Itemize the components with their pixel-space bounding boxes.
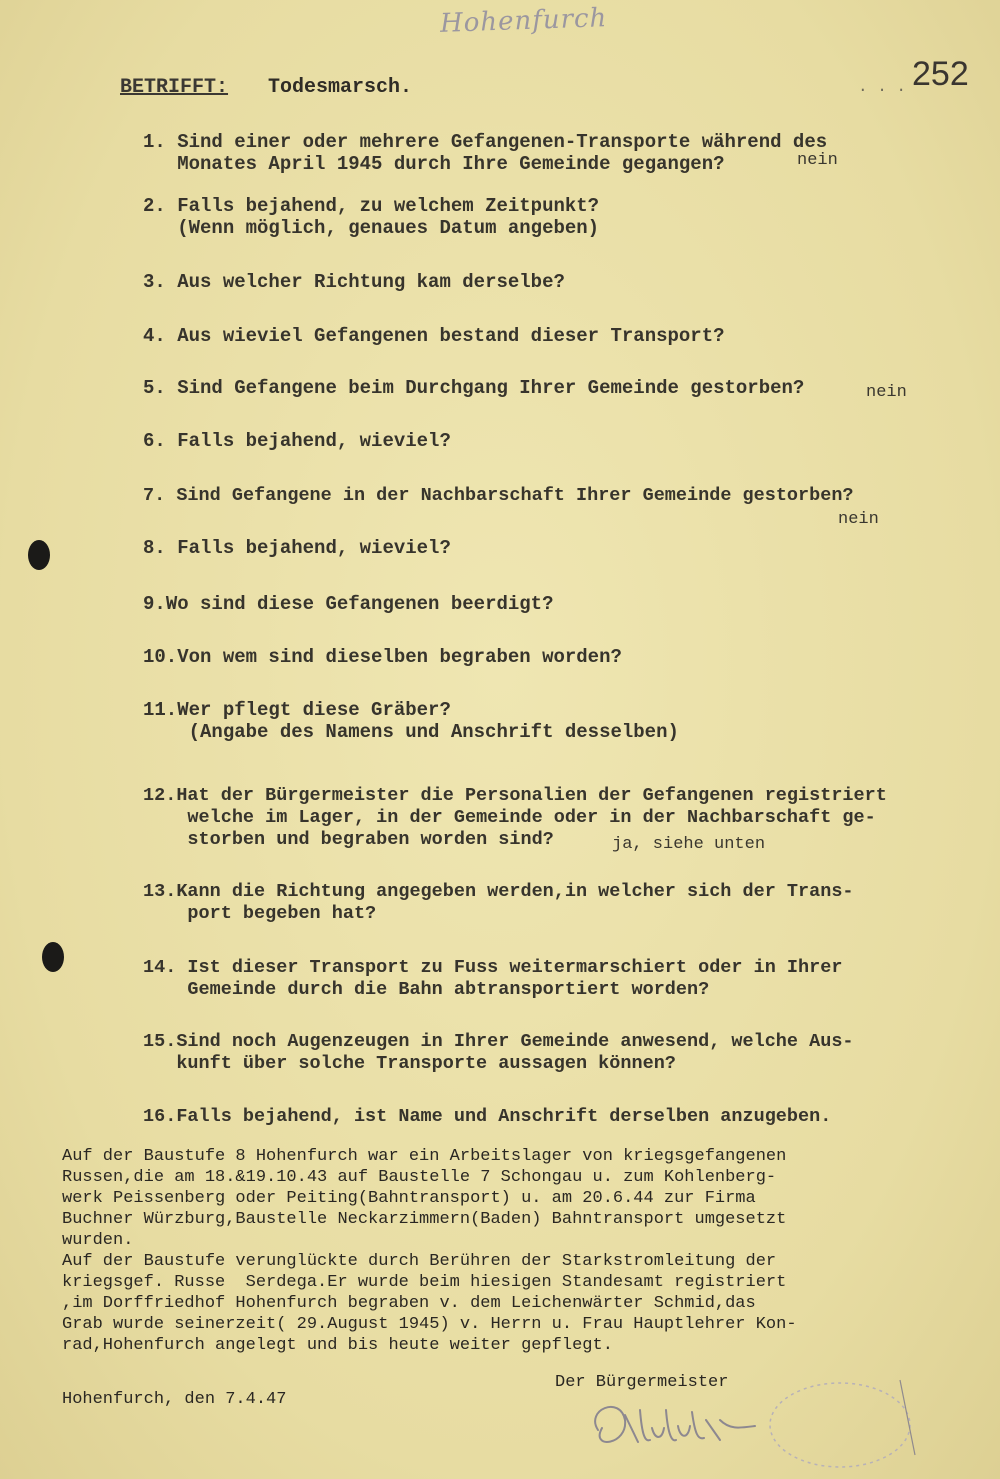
question-number: 13. xyxy=(143,881,177,902)
question-line: Hat der Bürgermeister die Personalien der Gefangenen registriert xyxy=(176,785,887,806)
question-4 xyxy=(143,325,725,347)
question-line: Sind Gefangene beim Durchgang Ihrer Gemeinde gestorben? xyxy=(177,377,805,399)
question-line: Von wem sind dieselben begraben worden? xyxy=(177,646,622,668)
answer-12: ja, siehe unten xyxy=(612,835,766,854)
question-line: Aus welcher Richtung kam derselbe? xyxy=(177,271,565,293)
page-number: 252 xyxy=(912,55,969,93)
question-line: Wer pflegt diese Gräber? xyxy=(177,699,451,721)
question-line: kunft über solche Transporte aussagen können? xyxy=(176,1053,676,1074)
question-16 xyxy=(143,1106,831,1128)
question-11 xyxy=(143,699,679,743)
question-line: (Wenn möglich, genaues Datum angeben) xyxy=(177,217,600,239)
question-number: 15. xyxy=(143,1031,177,1052)
question-number: 6. xyxy=(143,430,166,452)
question-line: Gemeinde durch die Bahn abtransportiert worden? xyxy=(187,979,710,1000)
body-line: Auf der Baustufe verunglückte durch Berühren der Starkstromleitung der xyxy=(62,1252,777,1271)
question-number: 1. xyxy=(143,131,166,153)
body-line: wurden. xyxy=(62,1231,134,1250)
question-5 xyxy=(143,377,804,399)
question-9 xyxy=(143,593,553,615)
question-number: 3. xyxy=(143,271,166,293)
betrifft-label: BETRIFFT: xyxy=(120,76,229,99)
question-7 xyxy=(143,485,854,507)
question-number: 5. xyxy=(143,377,166,399)
question-number: 16. xyxy=(143,1106,177,1127)
answer-1: nein xyxy=(797,151,838,170)
signatory-title: Der Bürgermeister xyxy=(555,1373,729,1392)
question-1 xyxy=(143,131,827,175)
question-line: Falls bejahend, zu welchem Zeitpunkt? xyxy=(177,195,600,217)
question-line: Wo sind diese Gefangenen beerdigt? xyxy=(165,593,554,615)
question-line: Falls bejahend, wieviel? xyxy=(177,430,451,452)
question-13 xyxy=(143,881,854,925)
handwritten-place-note: Hohenfurch xyxy=(439,3,608,39)
question-number: 4. xyxy=(143,325,166,347)
question-number: 7. xyxy=(143,485,166,506)
question-number: 8. xyxy=(143,537,166,559)
question-15 xyxy=(143,1031,854,1075)
body-line: kriegsgef. Russe Serdega.Er wurde beim hiesigen Standesamt registriert xyxy=(62,1273,787,1292)
answer-5: nein xyxy=(866,383,907,402)
question-line: Falls bejahend, ist Name und Anschrift derselben anzugeben. xyxy=(176,1106,832,1127)
question-10 xyxy=(143,646,622,668)
question-2 xyxy=(143,195,599,239)
question-14 xyxy=(143,957,842,1001)
question-line: welche im Lager, in der Gemeinde oder in der Nachbarschaft ge- xyxy=(187,807,876,828)
question-number: 9. xyxy=(143,593,166,615)
question-number: 11. xyxy=(143,699,178,721)
question-line: Falls bejahend, wieviel? xyxy=(177,537,451,559)
body-line: ,im Dorffriedhof Hohenfurch begraben v. dem Leichenwärter Schmid,das xyxy=(62,1294,756,1313)
body-line: rad,Hohenfurch angelegt und bis heute weiter gepflegt. xyxy=(62,1336,613,1355)
body-line: Russen,die am 18.&19.10.43 auf Baustelle 7 Schongau u. zum Kohlenberg- xyxy=(62,1168,777,1187)
question-number: 14. xyxy=(143,957,177,978)
question-line: Sind Gefangene in der Nachbarschaft Ihrer Gemeinde gestorben? xyxy=(176,485,854,506)
body-line: Buchner Würzburg,Baustelle Neckarzimmern(Baden) Bahntransport umgesetzt xyxy=(62,1210,787,1229)
place-date: Hohenfurch, den 7.4.47 xyxy=(62,1390,287,1409)
question-line: Sind noch Augenzeugen in Ihrer Gemeinde anwesend, welche Aus- xyxy=(176,1031,854,1052)
question-number: 2. xyxy=(143,195,166,217)
body-line: werk Peissenberg oder Peiting(Bahntransport) u. am 20.6.44 zur Firma xyxy=(62,1189,756,1208)
answer-7: nein xyxy=(838,510,879,529)
question-line: (Angabe des Namens und Anschrift desselben) xyxy=(188,721,679,743)
dotted-margin: . . . xyxy=(858,78,907,96)
question-line: Kann die Richtung angegeben werden,in welcher sich der Trans- xyxy=(176,881,854,902)
stamp-mark xyxy=(760,1370,920,1470)
question-line: Sind einer oder mehrere Gefangenen-Transporte während des xyxy=(177,131,828,153)
question-3 xyxy=(143,271,565,293)
question-12 xyxy=(143,785,887,851)
question-number: 10. xyxy=(143,646,178,668)
punch-hole xyxy=(28,540,50,570)
question-line: Monates April 1945 durch Ihre Gemeinde gegangen? xyxy=(177,153,725,175)
subject-title: Todesmarsch. xyxy=(268,76,413,99)
question-line: Aus wieviel Gefangenen bestand dieser Transport? xyxy=(177,325,725,347)
question-8 xyxy=(143,537,451,559)
question-number: 12. xyxy=(143,785,177,806)
question-6 xyxy=(143,430,451,452)
question-line: storben und begraben worden sind? xyxy=(187,829,554,850)
punch-hole xyxy=(42,942,64,972)
body-line: Auf der Baustufe 8 Hohenfurch war ein Arbeitslager von kriegsgefangenen xyxy=(62,1147,787,1166)
report-body xyxy=(62,1146,797,1356)
question-line: Ist dieser Transport zu Fuss weitermarschiert oder in Ihrer xyxy=(187,957,843,978)
body-line: Grab wurde seinerzeit( 29.August 1945) v. Herrn u. Frau Hauptlehrer Kon- xyxy=(62,1315,797,1334)
question-line: port begeben hat? xyxy=(187,903,377,924)
